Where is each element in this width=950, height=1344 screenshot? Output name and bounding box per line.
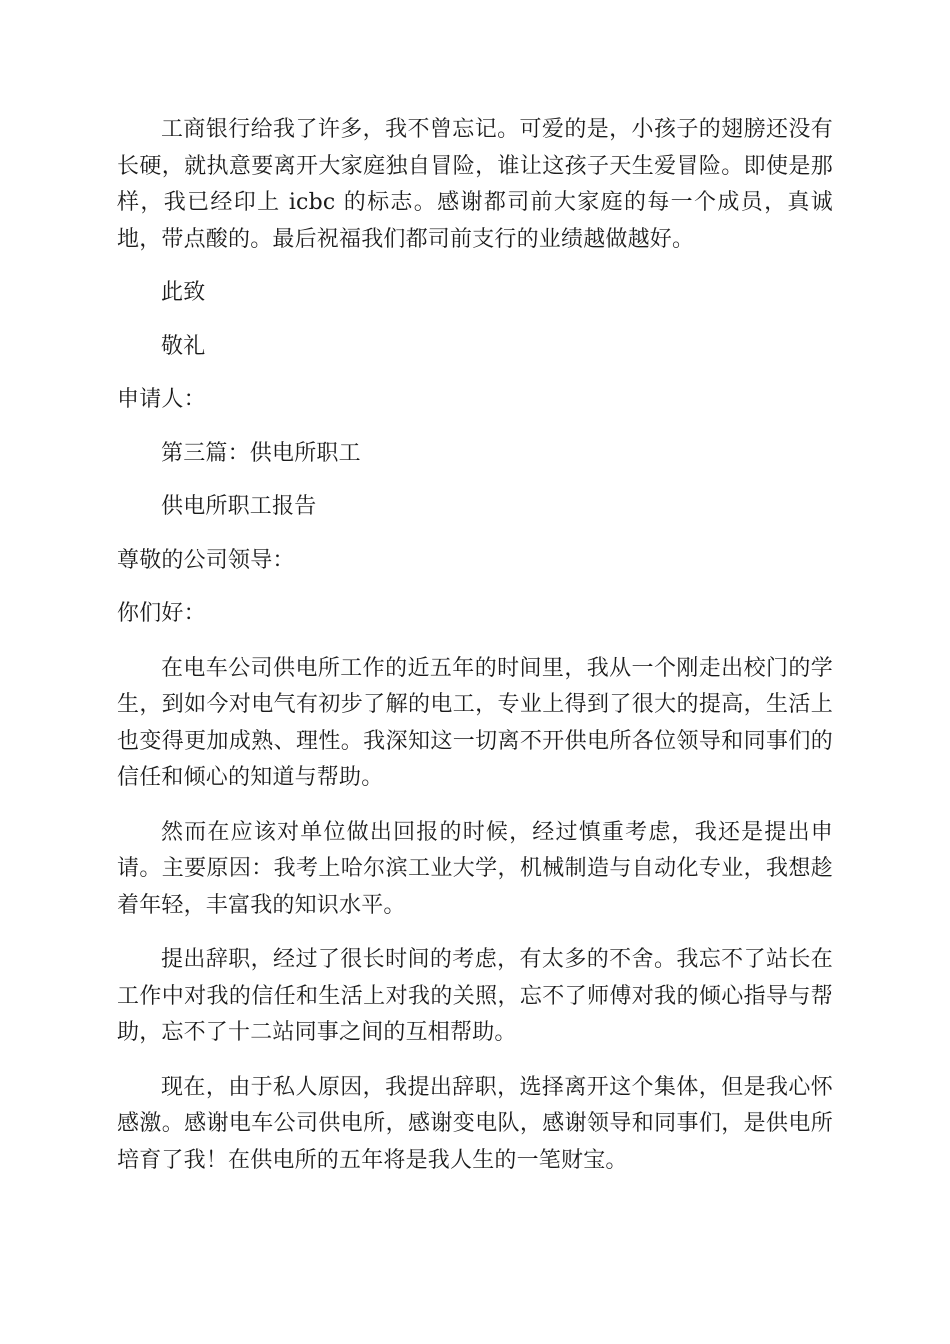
paragraph-reason: 然而在应该对单位做出回报的时候，经过慎重考虑，我还是提出申请。主要原因：我考上哈尔滨工业大学，机械制造与自动化专业，我想趁着年轻，丰富我的知识水平。 — [117, 819, 833, 918]
greeting-hello: 你们好： — [117, 601, 206, 626]
report-title: 供电所职工报告 — [161, 494, 317, 519]
closing-salutation: 此致 — [161, 280, 206, 305]
paragraph-work-history: 在电车公司供电所工作的近五年的时间里，我从一个刚走出校门的学生，到如今对电气有初步了解的电工，专业上得到了很大的提高，生活上也变得更加成熟、理性。我深知这一切离不开供电所各位领导和同事们的信任和倾心的知道与帮助。 — [117, 655, 833, 790]
applicant-label: 申请人： — [117, 387, 206, 412]
paragraph-reluctance: 提出辞职，经过了很长时间的考虑，有太多的不舍。我忘不了站长在工作中对我的信任和生活上对我的关照，忘不了师傅对我的倾心指导与帮助，忘不了十二站同事之间的互相帮助。 — [117, 947, 833, 1045]
section-title: 第三篇：供电所职工 — [161, 440, 361, 466]
paragraph-gratitude: 现在，由于私人原因，我提出辞职，选择离开这个集体，但是我心怀感激。感谢电车公司供电所，感谢变电队，感谢领导和同事们，是供电所培育了我！在供电所的五年将是我人生的一笔财宝。 — [117, 1074, 833, 1173]
closing-respect: 敬礼 — [161, 333, 206, 359]
greeting-leaders: 尊敬的公司领导： — [117, 547, 295, 573]
document-page — [117, 112, 833, 1179]
paragraph-icbc-thanks: 工商银行给我了许多，我不曾忘记。可爱的是，小孩子的翅膀还没有长硬，就执意要离开大家庭独自冒险，谁让这孩子天生爱冒险。即使是那样，我已经印上 icbc 的标志。感谢都司前大家庭的每一个成员，真诚地，带点酸的。最后祝福我们都司前支行的业绩越做越好。 — [117, 117, 833, 252]
